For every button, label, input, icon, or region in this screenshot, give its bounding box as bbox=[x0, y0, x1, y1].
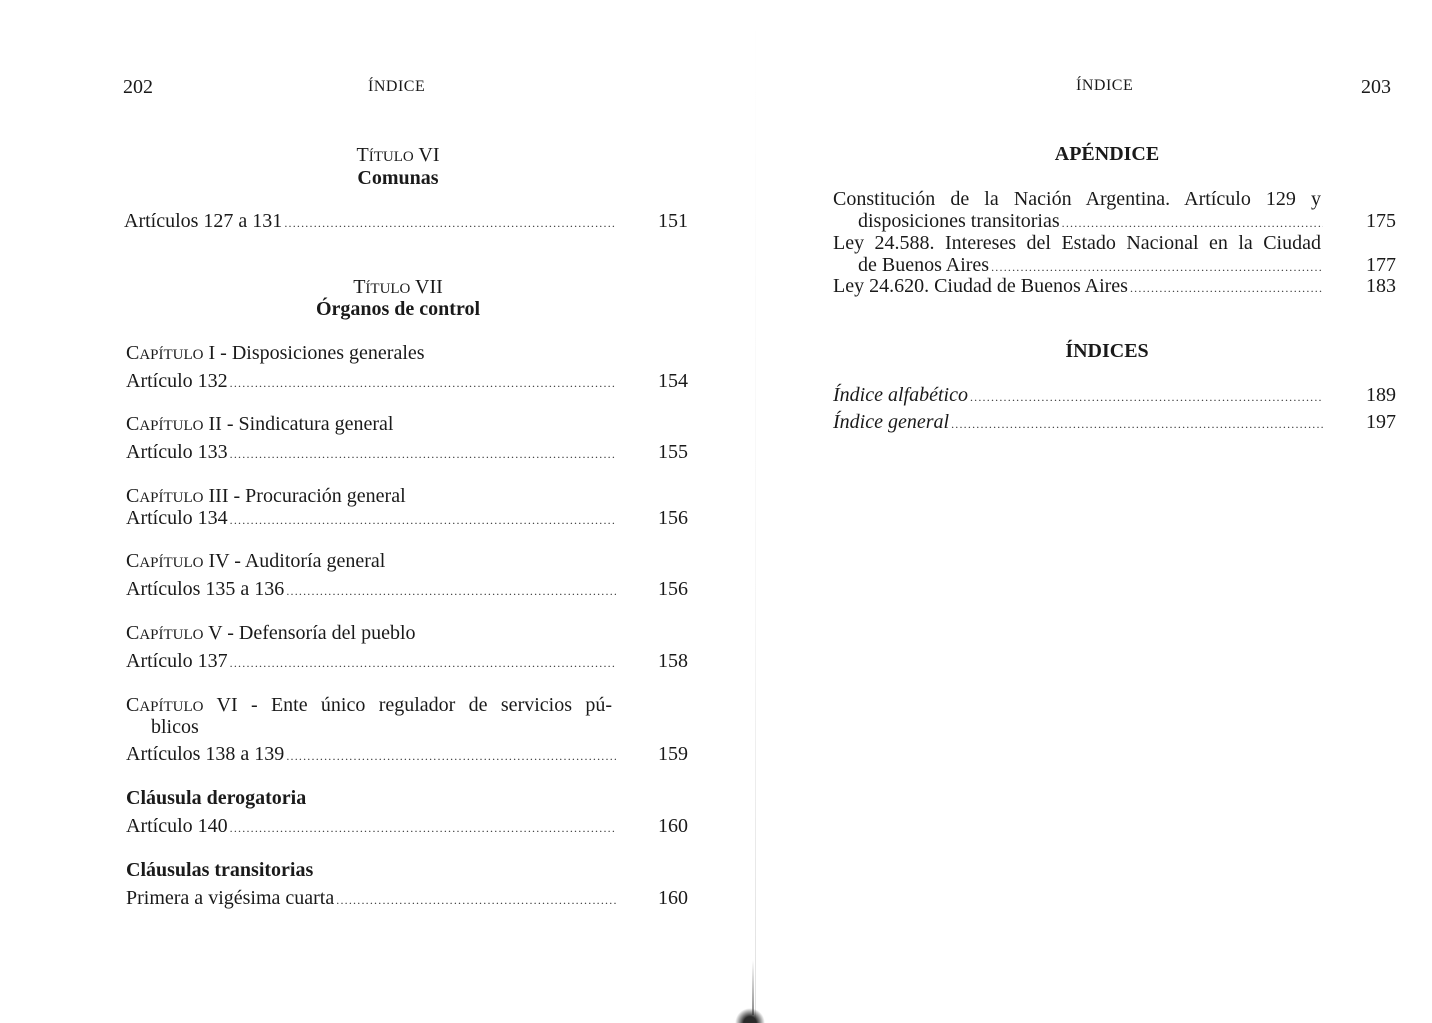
toc-entry-articulos-127-131[interactable] bbox=[124, 210, 616, 234]
toc-entry-text: Artículos 138 a 139 bbox=[126, 743, 285, 765]
toc-entry-articulo-132[interactable] bbox=[126, 370, 616, 394]
toc-entry-text: Artículo 137 bbox=[126, 650, 228, 672]
titulo-vi-label-initial: T bbox=[356, 144, 369, 166]
toc-entry-articulos-138-139[interactable] bbox=[126, 743, 616, 767]
chapter-heading bbox=[126, 694, 612, 718]
chapter-heading bbox=[126, 550, 385, 574]
chapter-label-rest: APÍTULO bbox=[139, 627, 204, 643]
appendix-entry-line: Ley 24.588. Intereses del Estado Nacional en la Ciudad bbox=[833, 232, 1321, 254]
chapter-label-rest: APÍTULO bbox=[139, 418, 204, 434]
titulo-vi-label bbox=[128, 144, 668, 167]
right-page bbox=[716, 0, 1432, 1023]
chapter-title: IV - Auditoría general bbox=[203, 550, 386, 572]
dot-leader bbox=[951, 413, 1323, 435]
titulo-vii-name: Órganos de control bbox=[315, 298, 481, 320]
chapter-label-rest: APÍTULO bbox=[139, 555, 204, 571]
page-number-left: 202 bbox=[123, 76, 153, 98]
toc-entry-text: Índice alfabético bbox=[833, 384, 968, 406]
dot-leader bbox=[1062, 212, 1323, 234]
chapter-heading bbox=[126, 622, 416, 646]
chapter-label-rest: APÍTULO bbox=[139, 347, 204, 363]
titulo-vii-label-rest: ÍTULO bbox=[365, 281, 411, 297]
toc-page-number: 159 bbox=[658, 743, 688, 765]
chapter-title: I - Disposiciones generales bbox=[203, 342, 425, 364]
toc-entry-text: Primera a vigésima cuarta bbox=[126, 887, 335, 909]
dot-leader bbox=[230, 817, 616, 839]
toc-page-number: 177 bbox=[1366, 254, 1396, 276]
toc-entry-indice-general[interactable] bbox=[833, 411, 1323, 435]
toc-entry-constitucion[interactable] bbox=[858, 210, 1323, 234]
toc-page-number: 160 bbox=[658, 887, 688, 909]
toc-entry-text: Índice general bbox=[833, 411, 950, 433]
toc-entry-text: de Buenos Aires bbox=[858, 254, 990, 276]
chapter-label-rest: APÍTULO bbox=[139, 699, 204, 715]
toc-entry-indice-alfabetico[interactable] bbox=[833, 384, 1323, 408]
appendix-entry-line: Constitución de la Nación Argentina. Artículo 129 y bbox=[833, 188, 1321, 210]
toc-page-number: 156 bbox=[658, 578, 688, 600]
toc-entry-articulo-140[interactable] bbox=[126, 815, 616, 839]
chapter-heading-continued: blicos bbox=[151, 716, 199, 738]
indices-heading: ÍNDICES bbox=[1065, 340, 1149, 362]
toc-entry-ley-24620[interactable] bbox=[833, 275, 1323, 299]
titulo-vi-label-rest: ÍTULO bbox=[368, 149, 414, 165]
chapter-label-rest: APÍTULO bbox=[139, 490, 204, 506]
apendice-heading: APÉNDICE bbox=[1054, 143, 1160, 165]
toc-entry-articulo-133[interactable] bbox=[126, 441, 616, 465]
toc-entry-articulos-135-136[interactable] bbox=[126, 578, 616, 602]
dot-leader bbox=[230, 509, 616, 531]
titulo-vii-label-initial: T bbox=[353, 276, 366, 298]
chapter-label-initial: C bbox=[126, 342, 140, 364]
dot-leader bbox=[1130, 277, 1323, 299]
titulo-vii-numeral: VII bbox=[415, 276, 443, 298]
chapter-label-initial: C bbox=[126, 485, 140, 507]
chapter-heading bbox=[126, 342, 425, 366]
toc-entry-text: Artículo 140 bbox=[126, 815, 228, 837]
running-head-right: ÍNDICE bbox=[1076, 77, 1134, 94]
dot-leader bbox=[336, 889, 616, 911]
dot-leader bbox=[970, 386, 1323, 408]
dot-leader bbox=[230, 443, 616, 465]
toc-entry-text: Artículo 132 bbox=[126, 370, 228, 392]
toc-entry-text: Artículos 135 a 136 bbox=[126, 578, 285, 600]
toc-page-number: 189 bbox=[1366, 384, 1396, 406]
chapter-label-initial: C bbox=[126, 550, 140, 572]
titulo-vii-label bbox=[128, 276, 668, 299]
dot-leader bbox=[284, 212, 616, 234]
dot-leader bbox=[230, 372, 616, 394]
toc-page-number: 151 bbox=[658, 210, 688, 232]
chapter-label-initial: C bbox=[126, 413, 140, 435]
titulo-vi-numeral: VI bbox=[418, 144, 440, 166]
chapter-title: VI - Ente único regulador de servicios pú- bbox=[203, 694, 612, 716]
dot-leader bbox=[286, 745, 616, 767]
chapter-label-initial: C bbox=[126, 694, 140, 716]
clausula-derogatoria-heading: Cláusula derogatoria bbox=[126, 787, 307, 809]
toc-entry-text: Ley 24.620. Ciudad de Buenos Aires bbox=[833, 275, 1128, 297]
clausulas-transitorias-heading: Cláusulas transitorias bbox=[126, 859, 314, 881]
chapter-heading bbox=[126, 485, 406, 509]
toc-entry-text: Artículo 134 bbox=[126, 507, 228, 529]
toc-entry-articulo-134[interactable] bbox=[126, 507, 616, 531]
toc-page-number: 154 bbox=[658, 370, 688, 392]
running-head-left: ÍNDICE bbox=[368, 78, 426, 95]
toc-page-number: 183 bbox=[1366, 275, 1396, 297]
dot-leader bbox=[230, 652, 616, 674]
toc-entry-text: Artículo 133 bbox=[126, 441, 228, 463]
toc-entry-primera-a-vigesima-cuarta[interactable] bbox=[126, 887, 616, 911]
toc-page-number: 160 bbox=[658, 815, 688, 837]
toc-page-number: 175 bbox=[1366, 210, 1396, 232]
toc-page-number: 155 bbox=[658, 441, 688, 463]
dot-leader bbox=[286, 580, 616, 602]
chapter-title: III - Procuración general bbox=[203, 485, 406, 507]
toc-page-number: 158 bbox=[658, 650, 688, 672]
titulo-vi-name: Comunas bbox=[357, 167, 439, 189]
toc-page-number: 197 bbox=[1366, 411, 1396, 433]
toc-entry-text: Artículos 127 a 131 bbox=[124, 210, 283, 232]
chapter-heading bbox=[126, 413, 393, 437]
page-number-right: 203 bbox=[1361, 76, 1391, 98]
chapter-title: II - Sindicatura general bbox=[203, 413, 394, 435]
chapter-label-initial: C bbox=[126, 622, 140, 644]
toc-entry-articulo-137[interactable] bbox=[126, 650, 616, 674]
toc-entry-text: disposiciones transitorias bbox=[858, 210, 1060, 232]
toc-page-number: 156 bbox=[658, 507, 688, 529]
chapter-title: V - Defensoría del pueblo bbox=[203, 622, 416, 644]
